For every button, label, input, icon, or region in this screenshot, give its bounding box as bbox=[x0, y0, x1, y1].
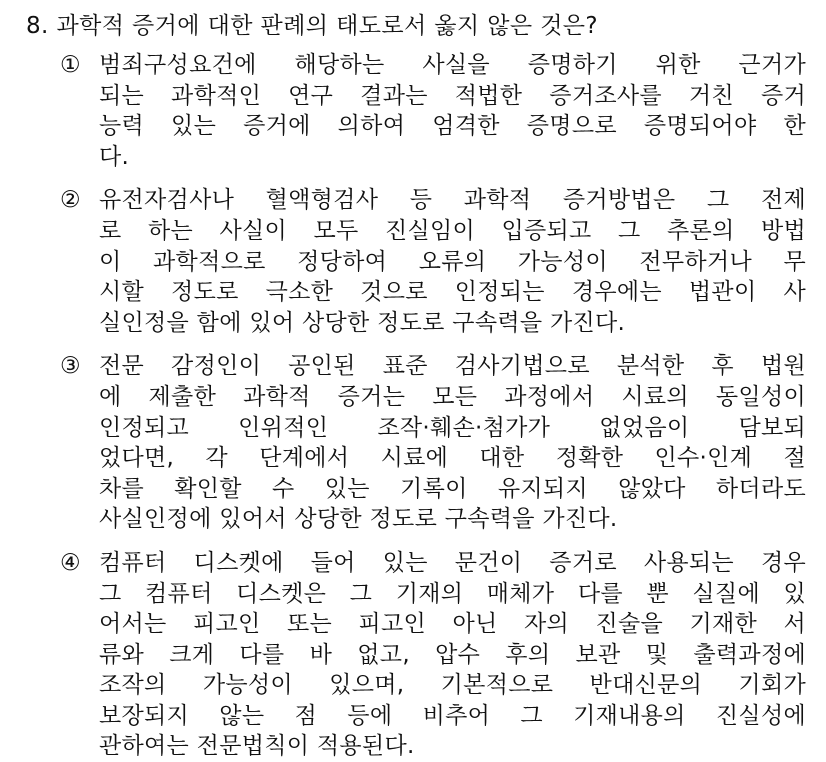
option-line: 그 컴퓨터 디스켓은 그 기재의 매체가 다를 뿐 실질에 있 bbox=[99, 580, 806, 607]
option-line: 다. bbox=[99, 143, 130, 170]
answer-option-1[interactable] bbox=[26, 50, 806, 172]
option-line: 범죄구성요건에 해당하는 사실을 증명하기 위한 근거가 bbox=[99, 52, 806, 78]
option-line: 사실인정에 있어서 상당한 정도로 구속력을 가진다. bbox=[99, 506, 618, 533]
option-text bbox=[99, 548, 806, 762]
option-text bbox=[99, 50, 806, 172]
option-line: 조작의 가능성이 있으며, 기본적으로 반대신문의 기회가 bbox=[99, 672, 806, 699]
option-line: 인정되고 인위적인 조작·훼손·첨가가 없었음이 담보되 bbox=[99, 414, 806, 441]
question-stem bbox=[26, 10, 806, 42]
option-line: 유전자검사나 혈액형검사 등 과학적 증거방법은 그 전제 bbox=[99, 187, 806, 214]
option-marker: ① bbox=[60, 52, 81, 78]
question-number: 8. bbox=[26, 13, 49, 39]
option-marker: ② bbox=[60, 187, 81, 214]
option-line: 전문 감정인이 공인된 표준 검사기법으로 분석한 후 법원 bbox=[99, 353, 806, 380]
answer-options bbox=[26, 50, 806, 762]
option-marker: ③ bbox=[60, 353, 81, 380]
option-line: 시할 정도로 극소한 것으로 인정되는 경우에는 법관이 사 bbox=[99, 279, 806, 306]
option-marker: ④ bbox=[60, 549, 81, 576]
option-line: 류와 크게 다를 바 없고, 압수 후의 보관 및 출력과정에 bbox=[99, 641, 806, 668]
option-line: 었다면, 각 단계에서 시료에 대한 정확한 인수·인계 절 bbox=[99, 445, 806, 472]
question-text: 과학적 증거에 대한 판례의 태도로서 옳지 않은 것은? bbox=[56, 13, 599, 39]
option-line: 되는 과학적인 연구 결과는 적법한 증거조사를 거친 증거 bbox=[99, 82, 806, 109]
answer-option-3[interactable] bbox=[26, 351, 806, 535]
option-line: 컴퓨터 디스켓에 들어 있는 문건이 증거로 사용되는 경우 bbox=[99, 549, 806, 576]
option-line: 능력 있는 증거에 의하여 엄격한 증명으로 증명되어야 한 bbox=[99, 113, 806, 140]
answer-option-4[interactable] bbox=[26, 548, 806, 762]
option-text bbox=[99, 185, 806, 338]
option-line: 차를 확인할 수 있는 기록이 유지되지 않았다 하더라도 bbox=[99, 475, 806, 502]
option-line: 어서는 피고인 또는 피고인 아닌 자의 진술을 기재한 서 bbox=[99, 611, 806, 638]
option-line: 이 과학적으로 정당하여 오류의 가능성이 전무하거나 무 bbox=[99, 248, 806, 275]
option-line: 보장되지 않는 점 등에 비추어 그 기재내용의 진실성에 bbox=[99, 702, 806, 729]
option-line: 관하여는 전문법칙이 적용된다. bbox=[99, 733, 415, 760]
option-text bbox=[99, 351, 806, 535]
option-line: 로 하는 사실이 모두 진실임이 입증되고 그 추론의 방법 bbox=[99, 217, 806, 244]
answer-option-2[interactable] bbox=[26, 185, 806, 338]
option-line: 실인정을 함에 있어 상당한 정도로 구속력을 가진다. bbox=[99, 309, 626, 336]
option-line: 에 제출한 과학적 증거는 모든 과정에서 시료의 동일성이 bbox=[99, 383, 806, 410]
